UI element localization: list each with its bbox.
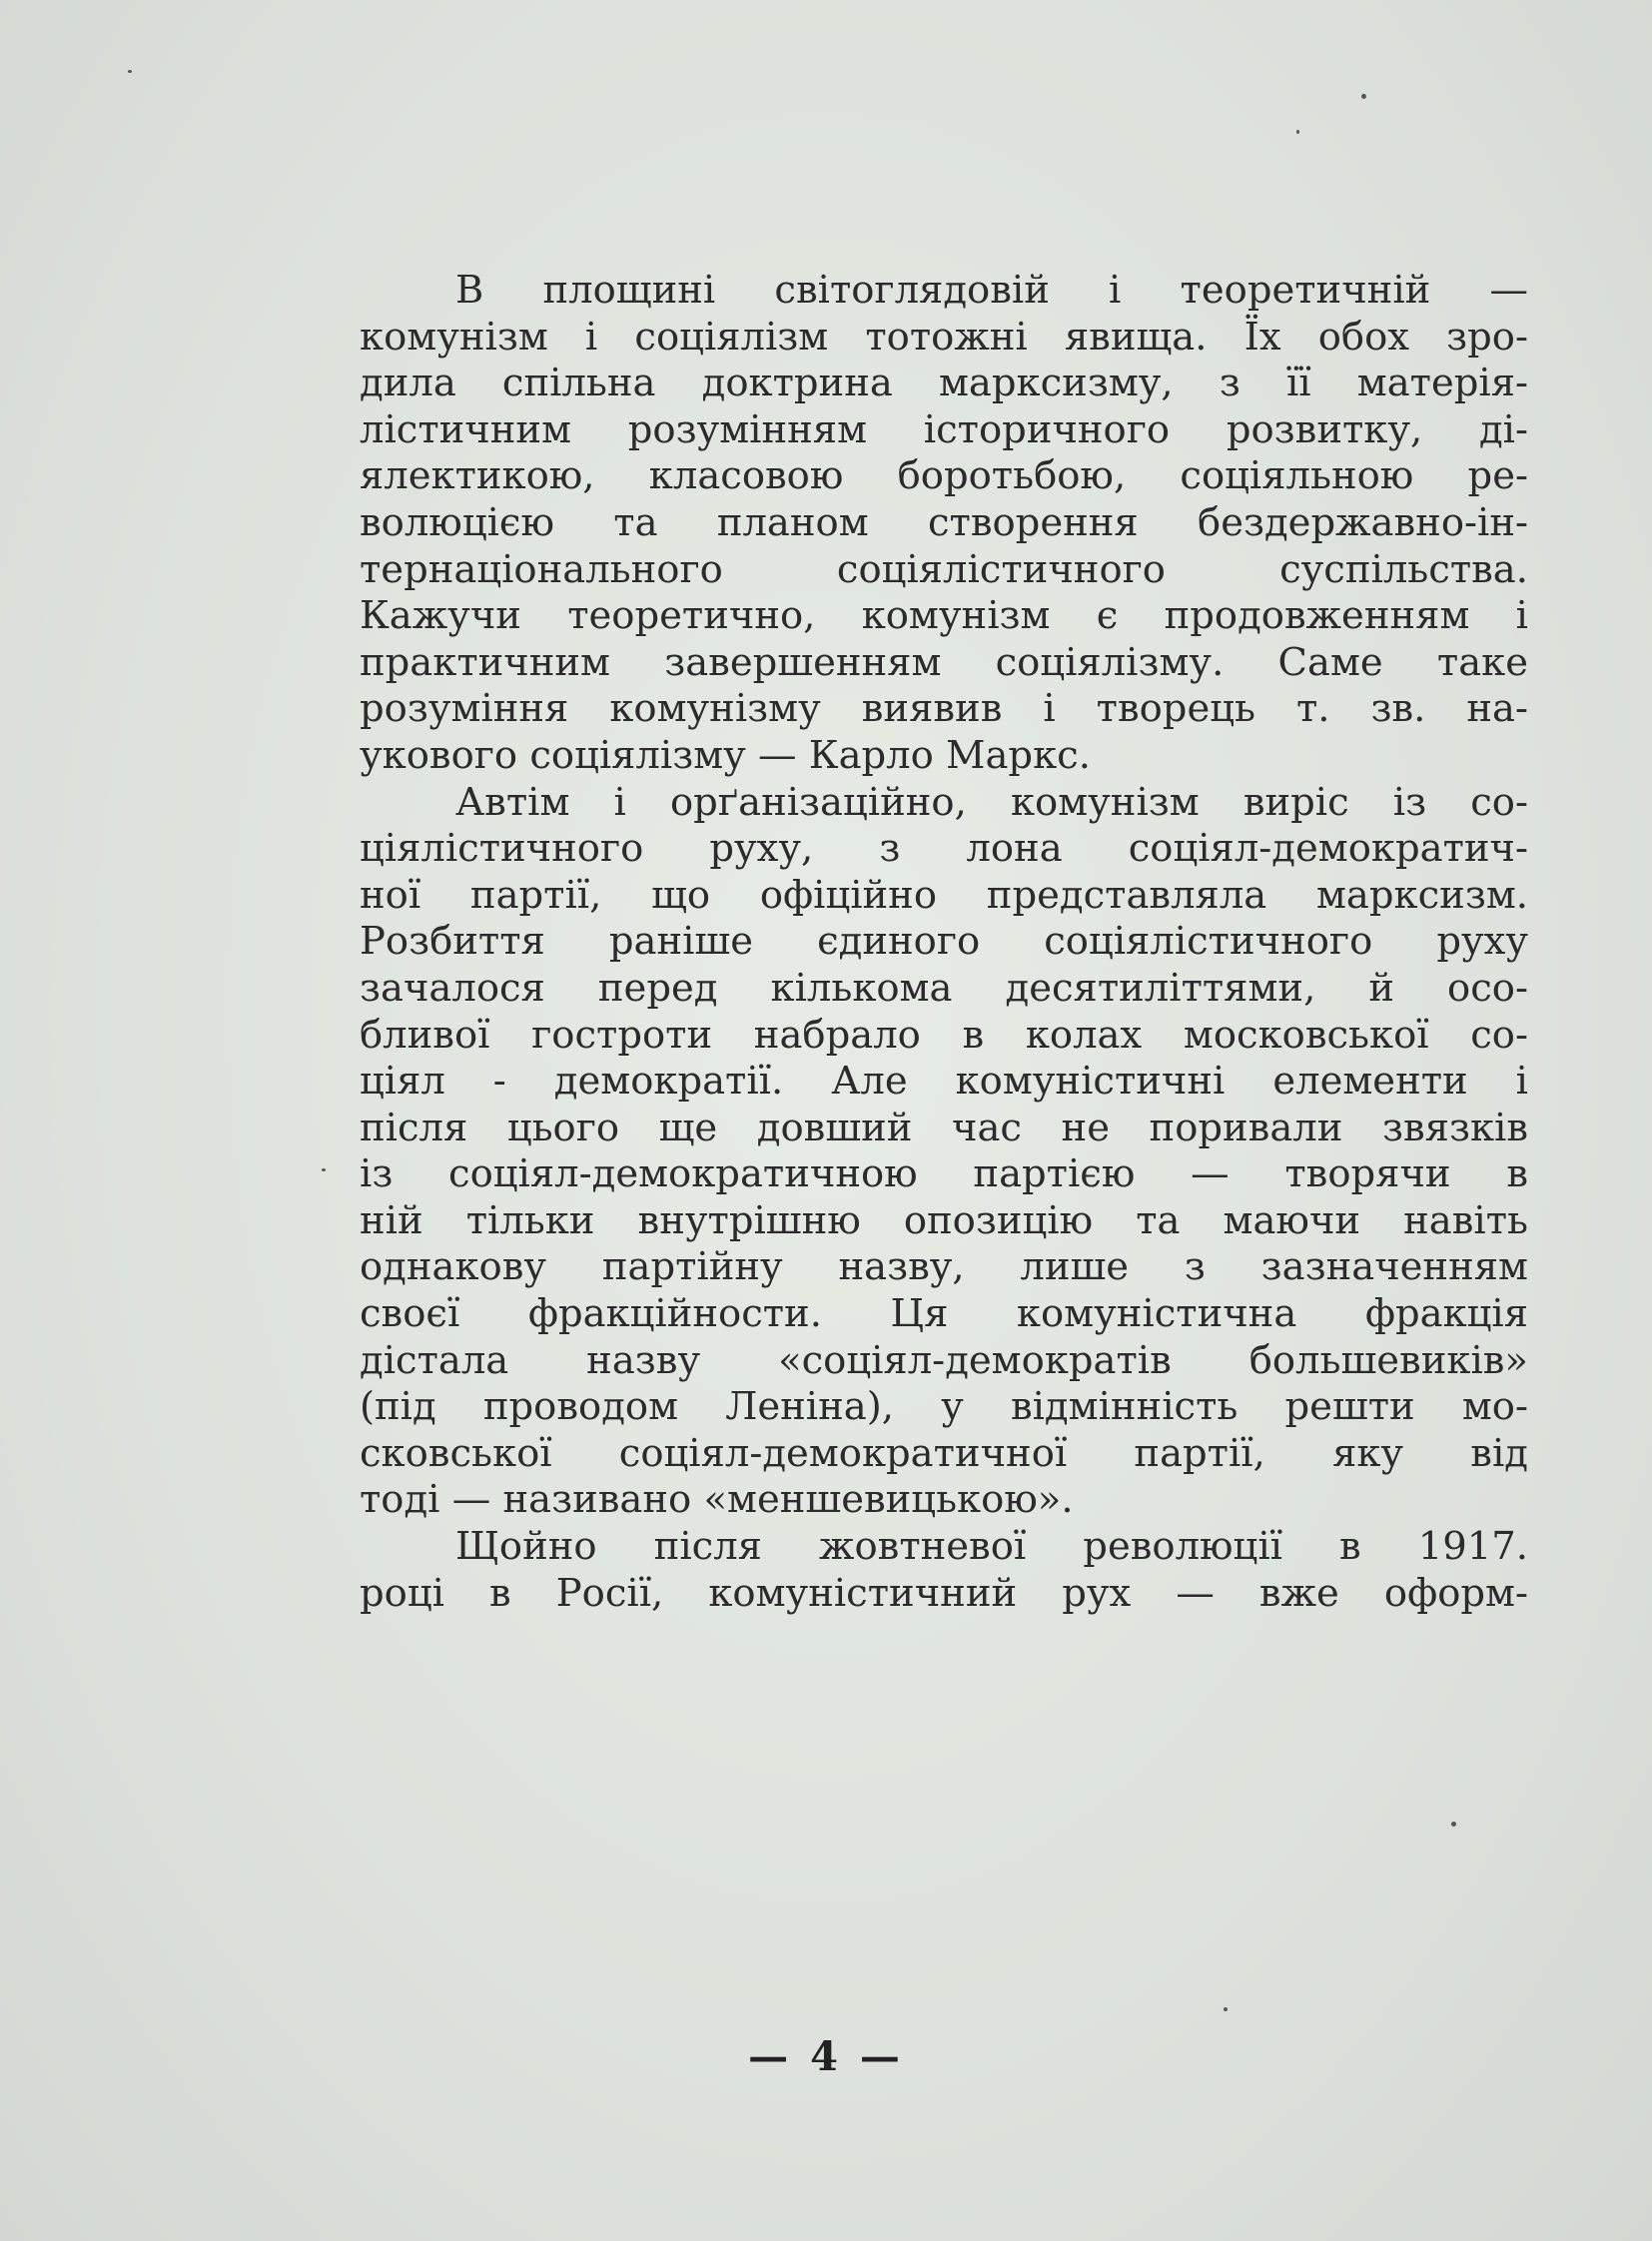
text-line: В площині світоглядовій і теоретичній —	[455, 268, 1528, 313]
text-line: (під проводом Леніна), у відмінність решти мо-	[360, 1384, 1528, 1430]
text-line: ціял - демократії. Але комуністичні елементи і	[360, 1059, 1528, 1105]
text-line: Щойно після жовтневої революції в 1917.	[455, 1524, 1528, 1570]
body-text	[360, 268, 1528, 1617]
text-line: своєї фракційности. Ця комуністична фракція	[360, 1291, 1528, 1337]
paper-speck	[322, 1168, 326, 1171]
text-line: тернаціонального соціялістичного суспільства.	[360, 546, 1528, 592]
text-line: дістала назву «соціял-демократів большевиків»	[360, 1337, 1528, 1383]
text-line: із соціял-демократичною партією — творячи в	[360, 1151, 1528, 1197]
paper-speck	[128, 70, 132, 73]
text-line: сковської соціял-демократичної партії, яку від	[360, 1430, 1528, 1476]
text-line: ній тільки внутрішню опозицію та маючи навіть	[360, 1197, 1528, 1243]
text-line: дила спільна доктрина марксизму, з її матерія-	[360, 361, 1528, 406]
text-line: бливої гостроти набрало в колах московської со-	[360, 1012, 1528, 1058]
text-line: однакову партійну назву, лише з зазначенням	[360, 1244, 1528, 1290]
text-line: розуміння комунізму виявив і творець т. зв. на-	[360, 686, 1528, 732]
paper-speck	[1224, 2007, 1228, 2011]
paragraph-1	[360, 268, 1528, 780]
paper-speck	[1451, 1822, 1456, 1827]
text-line: ялектикою, класовою боротьбою, соціяльною ре-	[360, 453, 1528, 499]
text-line: тоді — називано «меншевицькою».	[360, 1477, 1074, 1523]
text-line: укового соціялізму — Карло Маркс.	[360, 732, 1091, 778]
text-line: Автім і орґанізаційно, комунізм виріс із со-	[455, 779, 1528, 825]
text-line: практичним завершенням соціялізму. Саме таке	[360, 639, 1528, 685]
paragraph-2	[360, 780, 1528, 1525]
text-line: Розбиття раніше єдиного соціялістичного руху	[360, 919, 1528, 965]
text-line: зачалося перед кількома десятиліттями, й осо-	[360, 965, 1528, 1011]
text-line: році в Росії, комуністичний рух — вже оформ-	[360, 1570, 1528, 1616]
text-line: волюцією та планом створення бездержавно-ін-	[360, 499, 1528, 545]
paper-speck	[1296, 130, 1299, 134]
text-line: ної партії, що офіційно представляла марксизм.	[360, 872, 1528, 918]
paper-speck	[1361, 94, 1366, 99]
paragraph-3	[360, 1524, 1528, 1617]
text-line: комунізм і соціялізм тотожні явища. Їх обох зро-	[360, 314, 1528, 360]
text-line: після цього ще довший час не поривали звязків	[360, 1105, 1528, 1150]
text-line: Кажучи теоретично, комунізм є продовженням і	[360, 593, 1528, 639]
page-number: — 4 —	[748, 2033, 904, 2080]
text-line: лістичним розумінням історичного розвитку, ді-	[360, 406, 1528, 452]
text-line: ціялістичного руху, з лона соціял-демократич-	[360, 826, 1528, 872]
